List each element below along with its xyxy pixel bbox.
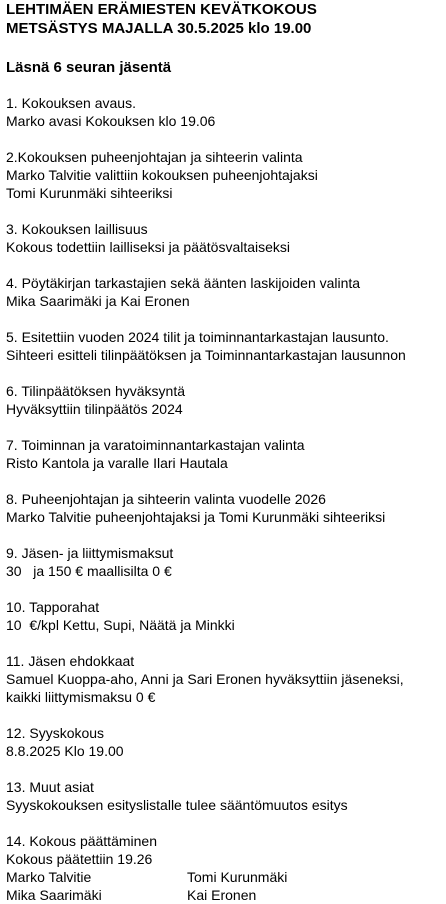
section-heading: 1. Kokouksen avaus. bbox=[6, 95, 136, 111]
section-heading: 7. Toiminnan ja varatoiminnantarkastajan valinta bbox=[6, 437, 305, 453]
minutes-document bbox=[6, 0, 446, 868]
document-header bbox=[6, 0, 446, 38]
section-heading: 10. Tapporahat bbox=[6, 599, 100, 615]
section-heading: 14. Kokous päättäminen bbox=[6, 833, 157, 849]
section-heading: 6. Tilinpäätöksen hyväksyntä bbox=[6, 383, 185, 399]
section-heading: 9. Jäsen- ja liittymismaksut bbox=[6, 545, 174, 561]
section-7 bbox=[6, 436, 446, 472]
section-heading: 13. Muut asiat bbox=[6, 779, 94, 795]
section-heading: 4. Pöytäkirjan tarkastajien sekä äänten laskijoiden valinta bbox=[6, 275, 361, 291]
document-title-line-1: LEHTIMÄEN ERÄMIESTEN KEVÄTKOKOUS bbox=[6, 1, 317, 18]
section-text: 8.8.2025 Klo 19.00 bbox=[6, 743, 124, 759]
section-text: Marko Talvitie puheenjohtajaksi ja Tomi Kurunmäki sihteeriksi bbox=[6, 509, 386, 525]
section-text: 10 €/kpl Kettu, Supi, Näätä ja Minkki bbox=[6, 617, 235, 633]
section-text: Risto Kantola ja varalle Ilari Hautala bbox=[6, 455, 228, 471]
signature-name: Kai Eronen bbox=[187, 887, 257, 903]
section-heading: 11. Jäsen ehdokkaat bbox=[6, 653, 135, 669]
signature-block bbox=[6, 868, 446, 904]
section-3 bbox=[6, 220, 446, 256]
signature-name: Marko Talvitie bbox=[6, 869, 92, 885]
section-text: Mika Saarimäki ja Kai Eronen bbox=[6, 293, 190, 309]
section-text: Marko Talvitie valittiin kokouksen puheenjohtajaksi bbox=[6, 167, 318, 183]
signature-name: Mika Saarimäki bbox=[6, 887, 102, 903]
section-text: kaikki liittymismaksu 0 € bbox=[6, 689, 156, 705]
signature-name: Tomi Kurunmäki bbox=[187, 869, 288, 885]
attendance-note: Läsnä 6 seuran jäsentä bbox=[6, 59, 172, 76]
section-text: Marko avasi Kokouksen klo 19.06 bbox=[6, 113, 216, 129]
section-4 bbox=[6, 274, 446, 310]
section-heading: 5. Esitettiin vuoden 2024 tilit ja toiminnantarkastajan lausunto. bbox=[6, 329, 389, 345]
section-text: Hyväksyttiin tilinpäätös 2024 bbox=[6, 401, 183, 417]
signature-row bbox=[6, 886, 446, 904]
section-9 bbox=[6, 544, 446, 580]
section-heading: 3. Kokouksen laillisuus bbox=[6, 221, 148, 237]
section-text: Sihteeri esitteli tilinpäätöksen ja Toiminnantarkastajan lausunnon bbox=[6, 347, 406, 363]
section-11 bbox=[6, 652, 446, 706]
section-6 bbox=[6, 382, 446, 418]
section-heading: 2.Kokouksen puheenjohtajan ja sihteerin valinta bbox=[6, 149, 303, 165]
section-text: Kokous päätettiin 19.26 bbox=[6, 851, 153, 867]
section-8 bbox=[6, 490, 446, 526]
section-text: Tomi Kurunmäki sihteeriksi bbox=[6, 185, 173, 201]
signature-row bbox=[6, 868, 446, 886]
section-12 bbox=[6, 724, 446, 760]
section-13 bbox=[6, 778, 446, 814]
document-title-line-2: METSÄSTYS MAJALLA 30.5.2025 klo 19.00 bbox=[6, 20, 312, 37]
section-text: Syyskokouksen esityslistalle tulee sääntömuutos esitys bbox=[6, 797, 348, 813]
section-text: Samuel Kuoppa-aho, Anni ja Sari Eronen hyväksyttiin jäseneksi, bbox=[6, 671, 404, 687]
section-text: 30 ja 150 € maallisilta 0 € bbox=[6, 563, 172, 579]
section-heading: 8. Puheenjohtajan ja sihteerin valinta vuodelle 2026 bbox=[6, 491, 326, 507]
section-heading: 12. Syyskokous bbox=[6, 725, 105, 741]
section-10 bbox=[6, 598, 446, 634]
section-5 bbox=[6, 328, 446, 364]
section-1 bbox=[6, 94, 446, 130]
section-14 bbox=[6, 832, 446, 868]
section-2 bbox=[6, 148, 446, 202]
section-text: Kokous todettiin lailliseksi ja päätösvaltaiseksi bbox=[6, 239, 291, 255]
